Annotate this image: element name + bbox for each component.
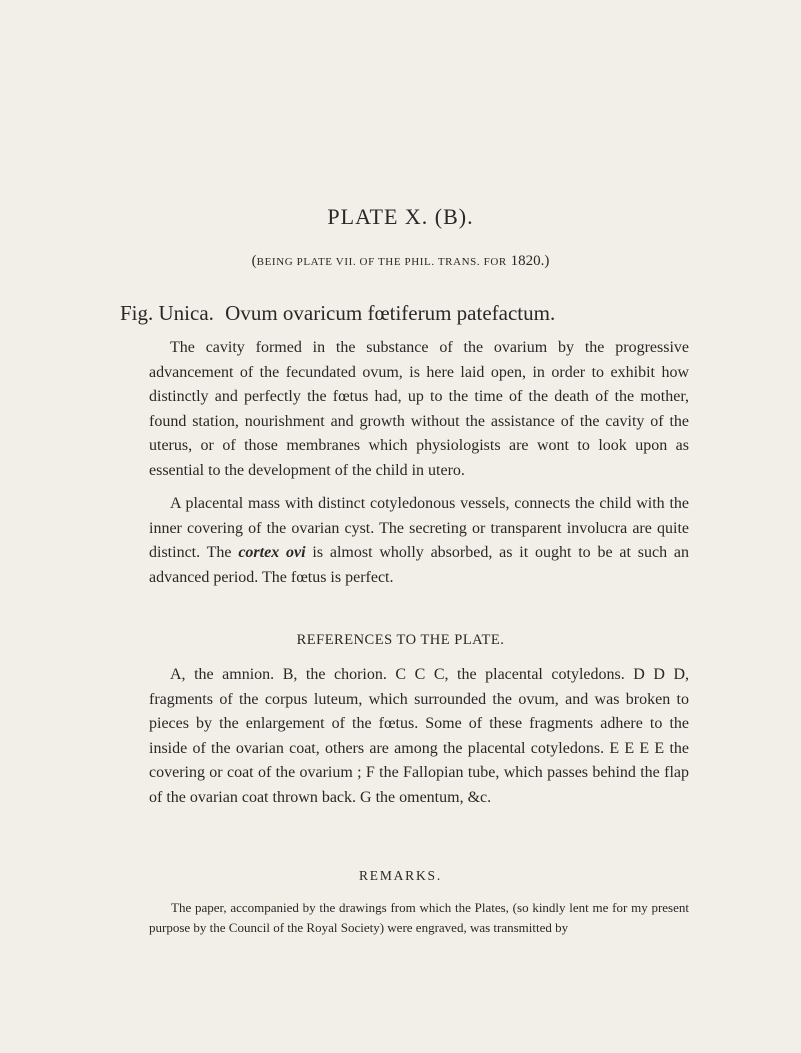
remarks-text: The paper, accompanied by the drawings from which the Plates, (so kindly lent me for my present purpose by the Council of the Royal Society) were engraved, was transmitted by: [149, 900, 689, 935]
body-paragraph-1: The cavity formed in the substance of the ovarium by the progressive advancement of the fecundated ovum, is here laid open, in order to exhibit how distinctly and perfectly the fœtus had, up to the time of the death of the mother, found station, nourishment and growth without the assistance of the cavity of the uterus, or of those membranes which physiologists are wont to look upon as essential to the development of the child in utero.: [149, 339, 689, 479]
subtitle-small-caps: BEING PLATE VII. OF THE PHIL. TRANS. FOR: [256, 256, 507, 268]
subtitle-year: 1820.: [506, 253, 545, 269]
subtitle-open-paren: (: [251, 253, 257, 269]
plate-title: PLATE X. (B).: [327, 204, 474, 229]
figure-heading: [120, 301, 555, 326]
figure-latin-title: Ovum ovaricum fœtiferum patefactum.: [225, 301, 556, 325]
references-heading: REFERENCES TO THE PLATE.: [296, 632, 505, 648]
references-text: A, the amnion. B, the chorion. C C C, the placental cotyledons. D D D, fragments of the corpus luteum, which surrounded the ovum, and was broken to pieces by the enlargement of the fœtus. Some of these fragments adhere to the inside of the ovarian coat, others are among the placental cotyledons. E E E E the covering or coat of the ovarium ; F the Fallopian tube, which passes behind the flap of the ovarian coat thrown back. G the omentum, &c.: [149, 666, 689, 806]
plate-subtitle: [0, 253, 801, 270]
remarks-heading: REMARKS.: [358, 868, 443, 883]
subtitle-close-paren: ): [544, 253, 550, 269]
paragraph-2-text-before: A placental mass with distinct cotyledonous vessels, connects the child with the inner covering of the ovarian cyst. The secreting or transparent involucra are quite distinct. The: [149, 495, 689, 561]
figure-label: Fig. Unica.: [120, 301, 214, 325]
body-paragraph-2: [149, 492, 689, 590]
cortex-ovi-emphasis: cortex ovi: [238, 544, 306, 561]
paragraph-2-text-after: is almost wholly absorbed, as it ought to be at such an advanced period. The fœtus is perfect.: [149, 544, 690, 586]
